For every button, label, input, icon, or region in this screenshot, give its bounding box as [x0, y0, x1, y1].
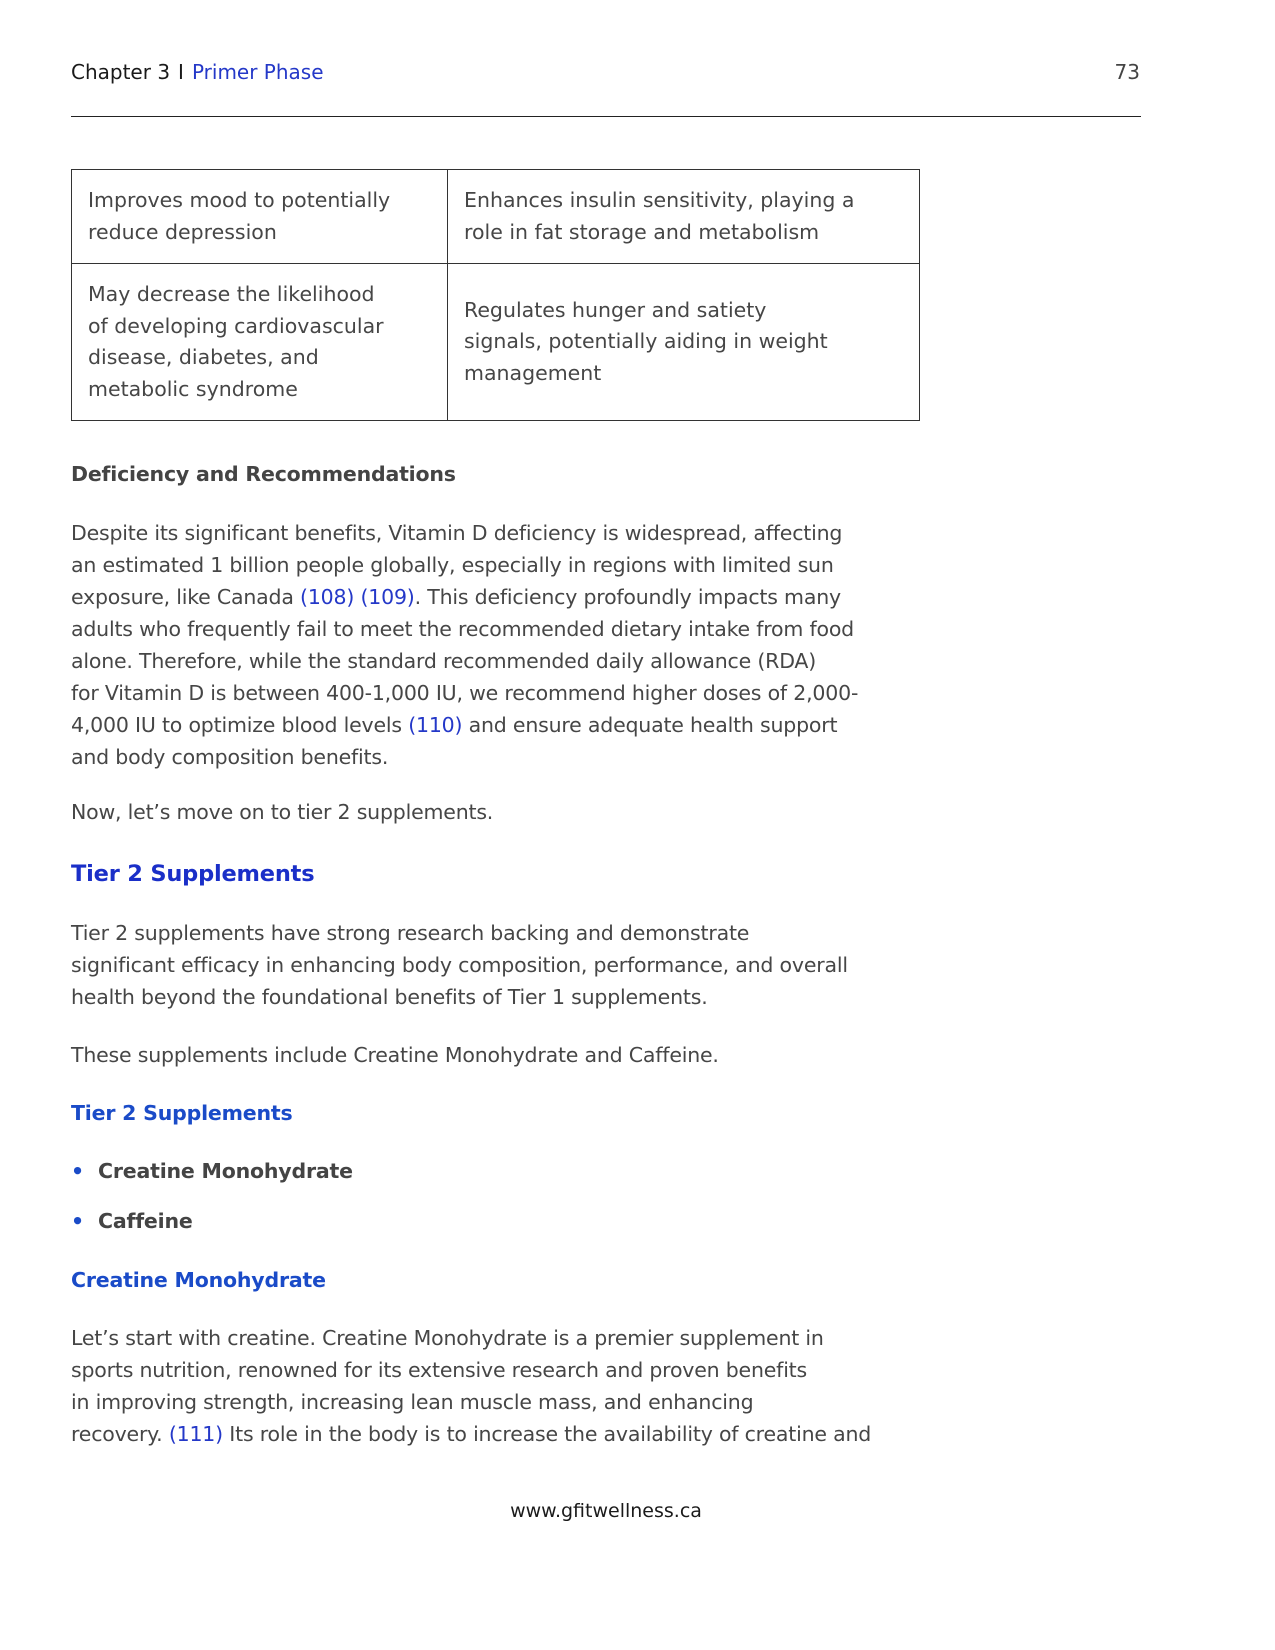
text-run: sports nutrition, renowned for its extensive research and proven benefits [71, 1358, 808, 1382]
table-cell [72, 170, 448, 264]
cell-line: signals, potentially aiding in weight [464, 329, 828, 354]
text-line [71, 1354, 931, 1386]
running-header [71, 60, 324, 84]
footer-url: www.gfitwellness.ca [510, 1500, 702, 1522]
text-run: for Vitamin D is between 400-1,000 IU, we recommend higher doses of 2,000- [71, 681, 859, 705]
list-item [71, 1155, 931, 1187]
citation-link[interactable]: (108) (109) [300, 585, 415, 609]
text-run: exposure, like Canada [71, 585, 301, 609]
section-title: Primer Phase [191, 60, 324, 84]
table-cell [448, 170, 920, 264]
cell-line: reduce depression [88, 219, 277, 244]
text-line [71, 645, 931, 677]
subheading-creatine: Creatine Monohydrate [71, 1268, 326, 1292]
citation-link[interactable]: (110) [408, 713, 463, 737]
cell-line: of developing cardiovascular [88, 313, 384, 338]
text-run: significant efficacy in enhancing body composition, performance, and overall [71, 953, 848, 977]
text-run: adults who frequently fail to meet the recommended dietary intake from food [71, 617, 854, 641]
text-run: in improving strength, increasing lean muscle mass, and enhancing [71, 1390, 754, 1414]
list-item [71, 1205, 931, 1237]
text-line [71, 917, 931, 949]
text-run: Its role in the body is to increase the availability of creatine and [222, 1422, 872, 1446]
list-item-label: Creatine Monohydrate [98, 1159, 353, 1183]
header-separator: I [178, 60, 184, 84]
text-run: and ensure adequate health support [462, 713, 838, 737]
text-run: and body composition benefits. [71, 745, 389, 769]
text-line [71, 709, 931, 741]
text-line [71, 549, 931, 581]
text-line [71, 613, 931, 645]
text-run: 4,000 IU to optimize blood levels [71, 713, 409, 737]
table-row [72, 170, 920, 264]
bullet-icon: • [71, 1209, 84, 1233]
cell-line: role in fat storage and metabolism [464, 219, 820, 244]
page-number: 73 [1114, 60, 1140, 84]
paragraph-creatine [71, 1322, 931, 1450]
chapter-label: Chapter 3 [71, 60, 171, 84]
text-run: Tier 2 supplements have strong research backing and demonstrate [71, 921, 750, 945]
text-run: Let’s start with creatine. Creatine Monohydrate is a premier supplement in [71, 1326, 824, 1350]
text-line [71, 581, 931, 613]
text-run: recovery. [71, 1422, 169, 1446]
text-run: alone. Therefore, while the standard recommended daily allowance (RDA) [71, 649, 817, 673]
text-run: an estimated 1 billion people globally, especially in regions with limited sun [71, 553, 834, 577]
text-line [71, 741, 931, 773]
cell-line: Enhances insulin sensitivity, playing a [464, 188, 855, 212]
section-heading-tier2: Tier 2 Supplements [71, 861, 315, 887]
text-line [71, 677, 931, 709]
text-line [71, 1322, 931, 1354]
paragraph-move-on: Now, let’s move on to tier 2 supplements. [71, 800, 494, 824]
cell-line: Improves mood to potentially [88, 188, 391, 212]
cell-line: management [464, 360, 602, 385]
text-line [71, 1386, 931, 1418]
text-line [71, 981, 931, 1013]
bullet-icon: • [71, 1159, 84, 1183]
cell-line: Regulates hunger and satiety [464, 297, 767, 322]
cell-line: disease, diabetes, and [88, 345, 319, 369]
section-heading-deficiency: Deficiency and Recommendations [71, 462, 456, 486]
citation-link[interactable]: (111) [168, 1422, 223, 1446]
text-line [71, 949, 931, 981]
list-item-label: Caffeine [98, 1209, 193, 1233]
table-cell [448, 264, 920, 421]
text-run: Despite its significant benefits, Vitamin D deficiency is widespread, affecting [71, 521, 843, 545]
paragraph-deficiency [71, 517, 931, 773]
benefits-table [71, 169, 920, 421]
cell-line: metabolic syndrome [88, 376, 298, 401]
paragraph-tier2 [71, 917, 931, 1013]
text-line [71, 517, 931, 549]
table-row [72, 264, 920, 421]
text-line [71, 1418, 931, 1450]
paragraph-includes: These supplements include Creatine Monohydrate and Caffeine. [71, 1043, 719, 1067]
text-run: health beyond the foundational benefits of Tier 1 supplements. [71, 985, 708, 1009]
text-run: . This deficiency profoundly impacts many [414, 585, 841, 609]
table-cell [72, 264, 448, 421]
header-rule [71, 116, 1141, 117]
cell-line: May decrease the likelihood [88, 282, 375, 306]
subheading-tier2: Tier 2 Supplements [71, 1101, 293, 1125]
